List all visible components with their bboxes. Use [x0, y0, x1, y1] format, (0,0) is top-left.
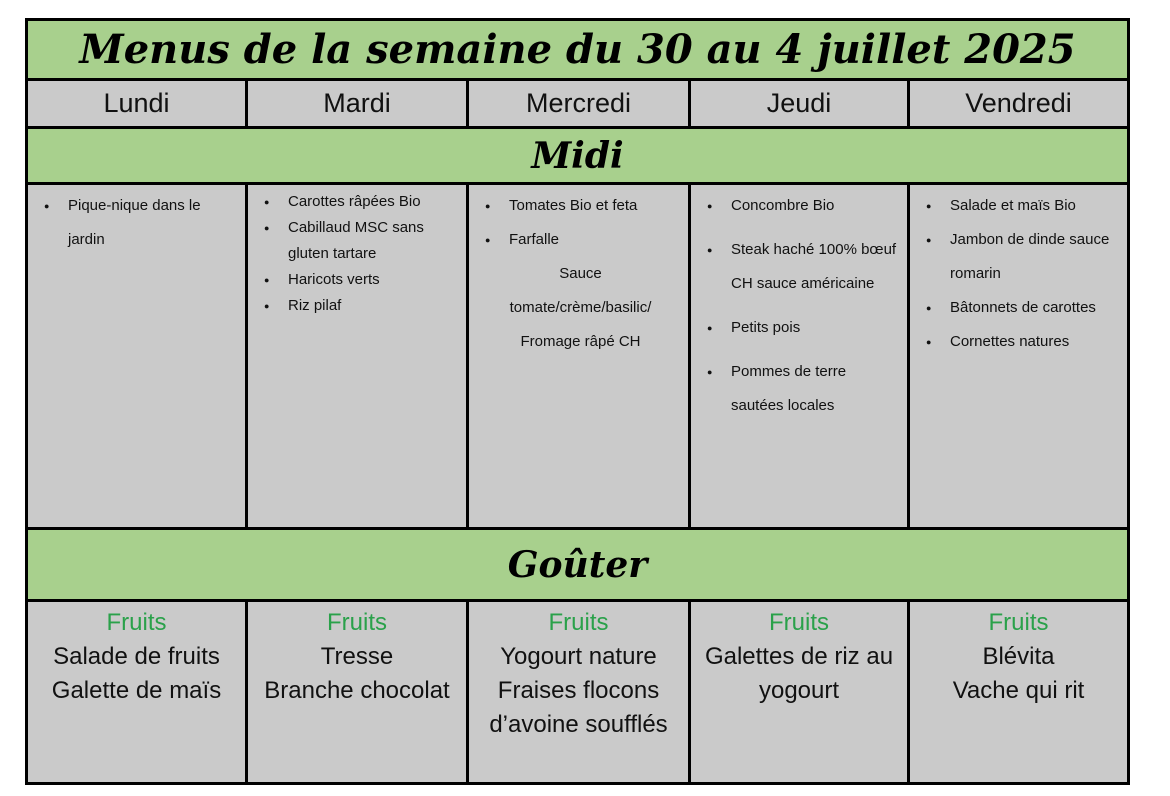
midi-cell-lundi: [28, 185, 248, 527]
gouter-row: [28, 602, 1127, 782]
midi-item: ● Haricots verts: [258, 267, 460, 293]
midi-item: ● Salade et maïs Bio: [920, 189, 1121, 223]
weekly-menu-table: [25, 18, 1130, 785]
midi-list-jeudi: [701, 189, 901, 423]
fruits-label: Fruits: [327, 609, 387, 636]
midi-item-continued: Fromage râpé CH: [520, 333, 641, 350]
midi-item: ● Riz pilaf: [258, 293, 460, 319]
gouter-cell-lundi: [28, 602, 248, 782]
midi-item: ● Cabillaud MSC sans gluten tartare: [258, 215, 460, 267]
midi-item: ● Farfalle: [479, 223, 682, 257]
snack-item: Salade de fruits: [53, 643, 220, 670]
snack-item: Blévita: [982, 643, 1055, 670]
midi-item: ● Carottes râpées Bio: [258, 189, 460, 215]
days-header-row: [28, 81, 1127, 129]
midi-cell-mercredi: [469, 185, 691, 527]
midi-list-mardi: [258, 189, 460, 319]
midi-section-heading: Midi: [28, 129, 1127, 185]
midi-list-mercredi: [479, 189, 682, 359]
midi-cell-mardi: [248, 185, 469, 527]
midi-row: [28, 185, 1127, 530]
gouter-cell-mardi: [248, 602, 469, 782]
midi-cell-vendredi: [910, 185, 1127, 527]
day-header-mercredi: Mercredi: [469, 81, 691, 126]
snack-item: Vache qui rit: [952, 677, 1085, 704]
midi-item-continued: Sauce: [559, 265, 602, 282]
midi-item: ● Pommes de terre sautées locales: [701, 355, 901, 423]
midi-item: ● Tomates Bio et feta: [479, 189, 682, 223]
snack-item: Tresse: [320, 643, 394, 670]
fruits-label: Fruits: [769, 609, 829, 636]
midi-item: ● Jambon de dinde sauce romarin: [920, 223, 1121, 291]
midi-list-vendredi: [920, 189, 1121, 359]
fruits-label: Fruits: [988, 609, 1049, 636]
midi-item: ● Steak haché 100% bœuf CH sauce américaine: [701, 233, 901, 301]
snack-item: Yogourt nature: [500, 643, 657, 670]
midi-item: ● Concombre Bio: [701, 189, 901, 223]
snack-item: Fraises flocons: [497, 677, 660, 704]
menu-title: Menus de la semaine du 30 au 4 juillet 2025: [28, 21, 1127, 81]
snack-item: d’avoine soufflés: [489, 711, 668, 738]
day-header-mardi: Mardi: [248, 81, 469, 126]
day-header-jeudi: Jeudi: [691, 81, 910, 126]
snack-item: Galettes de riz au: [704, 643, 894, 670]
day-header-lundi: Lundi: [28, 81, 248, 126]
midi-list-lundi: [38, 189, 239, 257]
gouter-section-heading: Goûter: [28, 530, 1127, 602]
gouter-cell-jeudi: [691, 602, 910, 782]
midi-item-continued: tomate/crème/basilic/: [509, 299, 652, 316]
snack-item: Galette de maïs: [51, 677, 222, 704]
fruits-label: Fruits: [106, 609, 167, 636]
fruits-label: Fruits: [548, 609, 609, 636]
snack-item: Branche chocolat: [264, 677, 450, 704]
midi-item: ● Pique-nique dans le jardin: [38, 189, 239, 257]
midi-cell-jeudi: [691, 185, 910, 527]
gouter-cell-mercredi: [469, 602, 691, 782]
gouter-cell-vendredi: [910, 602, 1127, 782]
midi-item: ● Bâtonnets de carottes: [920, 291, 1121, 325]
snack-item: yogourt: [758, 677, 840, 704]
midi-item: ● Petits pois: [701, 311, 901, 345]
midi-item: ● Cornettes natures: [920, 325, 1121, 359]
day-header-vendredi: Vendredi: [965, 88, 1072, 118]
